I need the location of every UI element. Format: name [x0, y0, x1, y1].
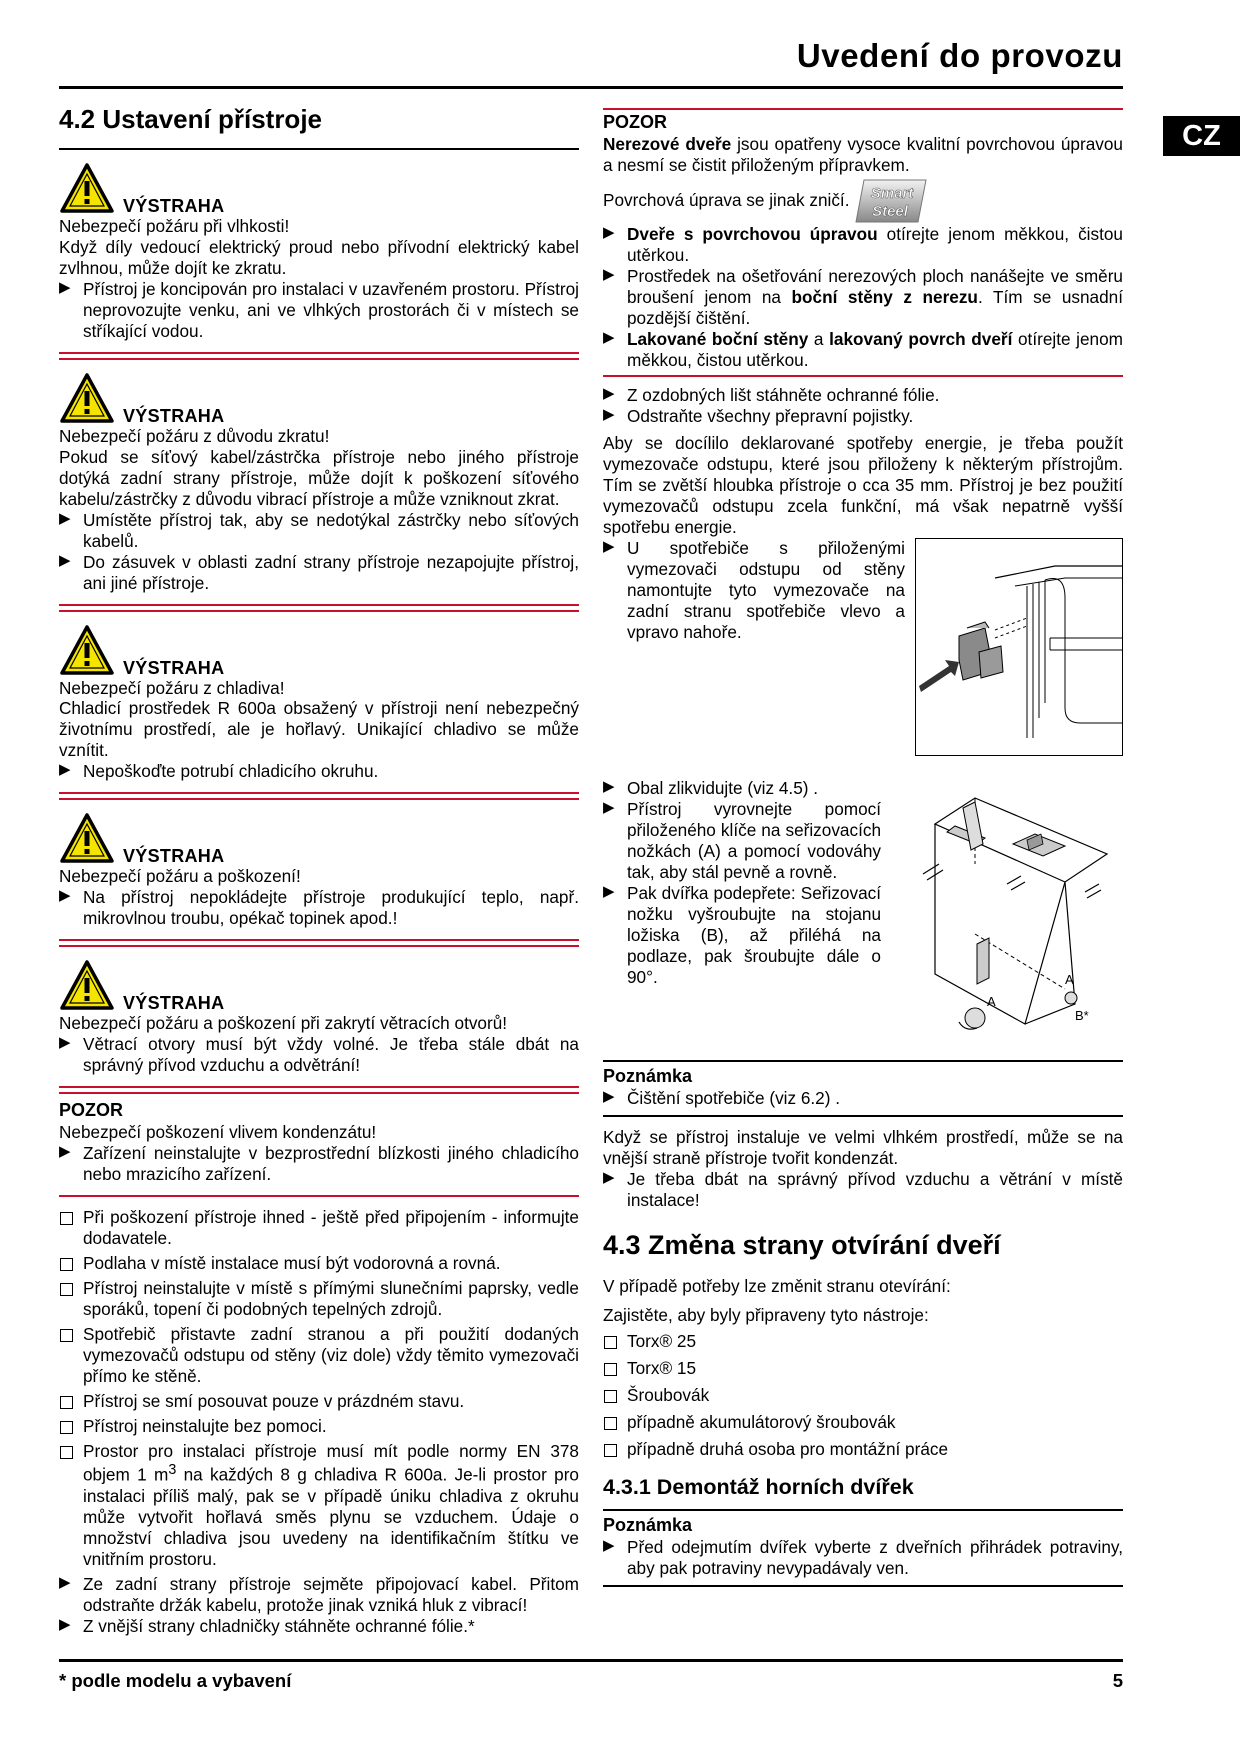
- leveling-illustration: [915, 784, 1115, 1032]
- warning-head: [59, 959, 579, 1013]
- tool-item: případně akumulátorový šroubovák: [603, 1412, 1123, 1433]
- section-heading-4-3-1: 4.3.1 Demontáž horních dvířek: [603, 1475, 914, 1500]
- caution-bold: Nerezové dveře: [603, 133, 732, 154]
- warning-block: [59, 947, 579, 1086]
- warning-triangle-icon: [59, 812, 115, 864]
- check-item: Přístroj neinstalujte bez pomoci.: [59, 1416, 579, 1437]
- check-item: Přístroj neinstalujte v místě s přímými slunečními paprsky, vedle sporáků, topení či podobných tepelných zdrojů.: [59, 1278, 579, 1320]
- footer-note: * podle modelu a vybavení: [59, 1670, 292, 1691]
- language-tab: CZ: [1163, 116, 1240, 156]
- check-item-norm: [59, 1441, 579, 1570]
- norm-text-b: na každých 8 g chladiva R 600a. Je-li prostor pro instalaci příliš malý, pak se v případě úniku chladiva z okruhu může vytvořit hořlavá směs plynu se vzduchem. Údaje o množství chladiva jsou uvedeny na identifikačním štítku ve vnitřním prostoru.: [83, 1464, 579, 1569]
- b1-text: otírejte jenom měkkou, čistou utěrkou.: [627, 223, 1123, 265]
- bullet-support: ▶ Pak dvířka podepřete: Seřizovací nožku vyšroubujte na stojanu ložiska (B), až přiléhá na podlaze, pak šroubujte dále o 90°.: [603, 883, 881, 988]
- note2-bullet: ▶ Před odejmutím dvířek vyberte z dveřních přihrádek potraviny, aby pak potraviny nevypadávaly ven.: [603, 1537, 1123, 1579]
- warning-separator: [59, 792, 579, 800]
- bullet-humid: ▶ Je třeba dbát na správný přívod vzduchu a větrání v místě instalace!: [603, 1169, 1123, 1211]
- warning-bullet: ▶ Nepoškoďte potrubí chladicího okruhu.: [59, 761, 579, 782]
- tool-item: případně druhá osoba pro montážní práce: [603, 1439, 1123, 1460]
- warning-triangle-icon: [59, 959, 115, 1011]
- caution-bottom-rule: [603, 375, 1123, 377]
- warning-line: Nebezpečí požáru z chladiva!: [59, 677, 285, 698]
- spacer-block: [603, 538, 1123, 778]
- warning-head: [59, 372, 579, 426]
- caution-after-logo-text: Povrchová úprava se jinak zničí.: [603, 189, 850, 210]
- tool-item: Torx® 15: [603, 1358, 1123, 1379]
- warning-head: [59, 812, 579, 866]
- smart-steel-text-1: Smart: [871, 184, 914, 202]
- warning-block: [59, 612, 579, 793]
- end-bullet: ▶ Ze zadní strany přístroje sejměte připojovací kabel. Přitom odstraňte držák kabelu, protože jinak vzniká hluk z vibrací!: [59, 1574, 579, 1616]
- level-block: [603, 778, 1123, 1060]
- caution-condensate: [59, 1094, 579, 1195]
- warning-line: Chladicí prostředek R 600a obsažený v přístroji není nebezpečný životnímu prostředí, ale je hořlavý. Unikající chladivo se může vznítit.: [59, 698, 579, 761]
- spacer-illustration: [915, 538, 1123, 756]
- warning-line: Nebezpečí požáru při vlhkosti!: [59, 215, 290, 236]
- caution-label: POZOR: [603, 112, 668, 132]
- warning-head: [59, 162, 579, 216]
- page-title: Uvedení do provozu: [796, 37, 1123, 74]
- right-column: [603, 108, 1123, 1587]
- header-rule: [59, 86, 1123, 89]
- tool-item: Torx® 25: [603, 1331, 1123, 1352]
- check-item: Při poškození přístroje ihned - ještě před připojením - informujte dodavatele.: [59, 1207, 579, 1249]
- warning-label: VÝSTRAHA: [123, 657, 225, 678]
- warning-bullet: ▶ Do zásuvek v oblasti zadní strany přístroje nezapojujte přístroj, ani jiné přístroje.: [59, 552, 579, 594]
- caution-bullet-2: [603, 266, 1123, 329]
- bullet-transport: ▶ Odstraňte všechny přepravní pojistky.: [603, 406, 1123, 427]
- caution-after-logo: [603, 178, 1123, 224]
- section-heading-4-2: 4.2 Ustavení přístroje: [59, 104, 322, 134]
- bullet-foils: ▶ Z ozdobných lišt stáhněte ochranné fólie.: [603, 385, 1123, 406]
- warning-block: [59, 800, 579, 939]
- smart-steel-logo: [854, 178, 928, 224]
- smart-steel-text-2: Steel: [872, 202, 909, 220]
- warning-label: VÝSTRAHA: [123, 993, 225, 1014]
- norm-text-a: Prostor pro instalaci přístroje musí mít podle normy EN 378 objem 1 m: [83, 1441, 579, 1485]
- warning-triangle-icon: [59, 624, 115, 676]
- para-4-3a: V případě potřeby lze změnit stranu otevírání:: [603, 1275, 951, 1296]
- warning-separator: [59, 1086, 579, 1094]
- fig-label-a-left: A: [987, 993, 996, 1009]
- warning-bullet: ▶ Přístroj je koncipován pro instalaci v uzavřeném prostoru. Přístroj neprovozujte venku, ani ve vlhkých prostorách či v místech se stříkající vodou.: [59, 279, 579, 342]
- warning-label: VÝSTRAHA: [123, 195, 225, 216]
- warning-label: VÝSTRAHA: [123, 846, 225, 867]
- tool-item: Šroubovák: [603, 1385, 1123, 1406]
- caution-bullet-3: [603, 329, 1123, 371]
- bullet-spacer: ▶ U spotřebiče s přiloženými vymezovači odstupu od stěny namontujte tyto vymezovače na zadní stranu spotřebiče vlevo a vpravo nahoře.: [603, 538, 905, 643]
- warning-bullet: ▶ Větrací otvory musí být vždy volné. Je třeba stále dbát na správný přívod vzduchu a odvětrání!: [59, 1034, 579, 1076]
- note2-label: Poznámka: [603, 1514, 693, 1535]
- b3-bold2: lakovaný povrch dveří: [829, 328, 1013, 349]
- b2-text2: . Tím se usnadní pozdější čištění.: [627, 286, 1123, 328]
- check-item: Podlaha v místě instalace musí být vodorovná a rovná.: [59, 1253, 579, 1274]
- caution-smartsteel: [603, 110, 1123, 371]
- caution-body: jsou opatřeny vysoce kvalitní povrchovou úpravou a nesmí se čistit přiloženým přípravkem.: [603, 133, 1123, 175]
- b2-text1: Prostředek na ošetřování nerezových ploch nanášejte ve směru broušení jenom na: [627, 265, 1123, 307]
- warning-line: Pokud se síťový kabel/zástrčka přístroje nebo jiného přístroje dotýká zadní strany přístroje, může dojít k poškození síťového kabelu/zástrčky z důvodu vibrací přístroje a může vzniknout zkrat.: [59, 446, 579, 509]
- caution-bullet: ▶ Zařízení neinstalujte v bezprostřední blízkosti jiného chladicího nebo mrazicího zařízení.: [59, 1143, 579, 1185]
- warning-head: [59, 624, 579, 678]
- note-2: [603, 1511, 1123, 1579]
- b2-bold: boční stěny z nerezu: [791, 286, 978, 307]
- warning-block: [59, 150, 579, 352]
- bullet-packaging: ▶ Obal zlikvidujte (viz 4.5) .: [603, 778, 881, 799]
- end-bullet: ▶ Z vnější strany chladničky stáhněte ochranné fólie.*: [59, 1616, 579, 1637]
- b3-bold1: Lakované boční stěny: [627, 328, 809, 349]
- bullet-level: ▶ Přístroj vyrovnejte pomocí přiloženého klíče na seřizovacích nožkách (A) a pomocí vodováhy tak, aby stál pevně a rovně.: [603, 799, 881, 883]
- caution-line: Nebezpečí poškození vlivem kondenzátu!: [59, 1122, 377, 1143]
- warning-line: Nebezpečí požáru a poškození při zakrytí větracích otvorů!: [59, 1013, 508, 1034]
- warning-triangle-icon: [59, 372, 115, 424]
- fig-label-a-right: A: [1065, 971, 1074, 987]
- caution-rule: [59, 1195, 579, 1197]
- warning-separator: [59, 604, 579, 612]
- warning-separator: [59, 939, 579, 947]
- note-1: [603, 1062, 1123, 1109]
- section-heading-4-3: 4.3 Změna strany otvírání dveří: [603, 1229, 1001, 1260]
- para-4-3b: Zajistěte, aby byly připraveny tyto nástroje:: [603, 1304, 929, 1325]
- para-energy: Aby se docílilo deklarované spotřeby energie, je třeba použít vymezovače odstupu, které jsou přiloženy k některým přístrojům. Tím se zvětší hloubka přístroje o cca 35 mm. Přístroj je bez použití vymezovačů odstupu zcela funkční, má však nepatrně vyšší spotřebu energie.: [603, 432, 1123, 537]
- warning-bullet: ▶ Na přístroj nepokládejte přístroje produkující teplo, např. mikrovlnou troubu, opékač topinek apod.!: [59, 887, 579, 929]
- left-column: [59, 100, 579, 1637]
- fig-label-b: B*: [1075, 1007, 1089, 1023]
- note1-bottom-rule: [603, 1115, 1123, 1117]
- warnings-container: [59, 150, 579, 1095]
- footer-rule: [59, 1659, 1123, 1662]
- caution-text: [603, 134, 1123, 176]
- caution-label: POZOR: [59, 1100, 124, 1121]
- b3-text1: a: [808, 328, 830, 349]
- b3-text2: otírejte jenom měkkou, čistou utěrkou.: [627, 328, 1123, 370]
- warning-line: Nebezpečí požáru z důvodu zkratu!: [59, 425, 330, 446]
- warning-block: [59, 360, 579, 604]
- para-humid: Když se přístroj instaluje ve velmi vlhkém prostředí, může se na vnější straně přístroje tvořit kondenzát.: [603, 1126, 1123, 1168]
- note2-bottom-rule: [603, 1585, 1123, 1587]
- caution-bullet-1: [603, 224, 1123, 266]
- b1-bold: Dveře s povrchovou úpravou: [627, 223, 878, 244]
- warning-triangle-icon: [59, 162, 115, 214]
- check-item: Přístroj se smí posouvat pouze v prázdném stavu.: [59, 1391, 579, 1412]
- warning-label: VÝSTRAHA: [123, 405, 225, 426]
- note1-bullet: ▶ Čištění spotřebiče (viz 6.2) .: [603, 1088, 1123, 1109]
- warning-line: Když díly vedoucí elektrický proud nebo přívodní elektrický kabel zvlhnou, může dojít ke zkratu.: [59, 236, 579, 278]
- norm-sup: 3: [168, 1462, 177, 1479]
- warning-bullet: ▶ Umístěte přístroj tak, aby se nedotýkal zástrčky nebo síťových kabelů.: [59, 510, 579, 552]
- warning-line: Nebezpečí požáru a poškození!: [59, 866, 301, 887]
- page-number: 5: [1112, 1670, 1123, 1691]
- level-bullets: [603, 778, 881, 988]
- note1-label: Poznámka: [603, 1065, 693, 1086]
- check-item: Spotřebič přistavte zadní stranou a při použití dodaných vymezovačů odstupu od stěny (viz dole) vždy těmito vymezovači přímo ke stěně.: [59, 1324, 579, 1387]
- warning-separator: [59, 352, 579, 360]
